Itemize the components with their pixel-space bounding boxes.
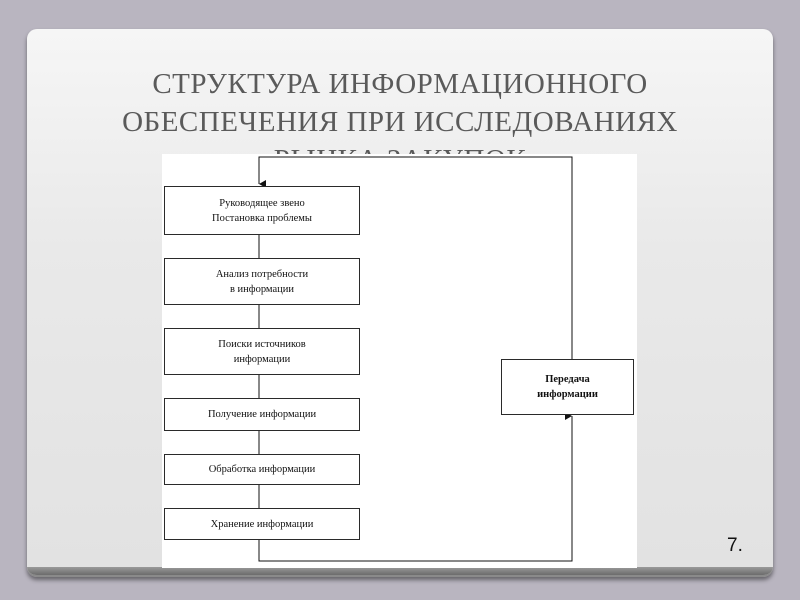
step-box-needs-analysis [164, 258, 360, 305]
step-label: информации [233, 353, 291, 365]
side-box-transfer [501, 359, 634, 415]
slide-number: 7. [727, 535, 743, 556]
step-label: Получение информации [207, 409, 317, 420]
step-box-source-search [164, 328, 360, 375]
side-box-label: информации [537, 389, 598, 400]
step-box-receiving [164, 398, 360, 431]
step-label: Анализ потребности [215, 268, 309, 280]
step-label: Поиски источников [218, 338, 306, 350]
flow-diagram [162, 154, 637, 568]
side-box-label: Передача [545, 374, 590, 385]
slide-footer-band [27, 567, 773, 575]
step-box-management [164, 186, 360, 235]
step-label: Постановка проблемы [212, 212, 312, 224]
step-label: Руководящее звено [219, 197, 305, 209]
step-box-processing [164, 454, 360, 485]
title-line-2: ОБЕСПЕЧЕНИЯ ПРИ ИССЛЕДОВАНИЯХ [122, 106, 678, 138]
step-label: Хранение информации [210, 518, 314, 530]
step-label: в информации [229, 283, 295, 295]
title-line-1: СТРУКТУРА ИНФОРМАЦИОННОГО [152, 68, 648, 100]
step-label: Обработка информации [208, 464, 316, 475]
step-box-storage [164, 508, 360, 540]
